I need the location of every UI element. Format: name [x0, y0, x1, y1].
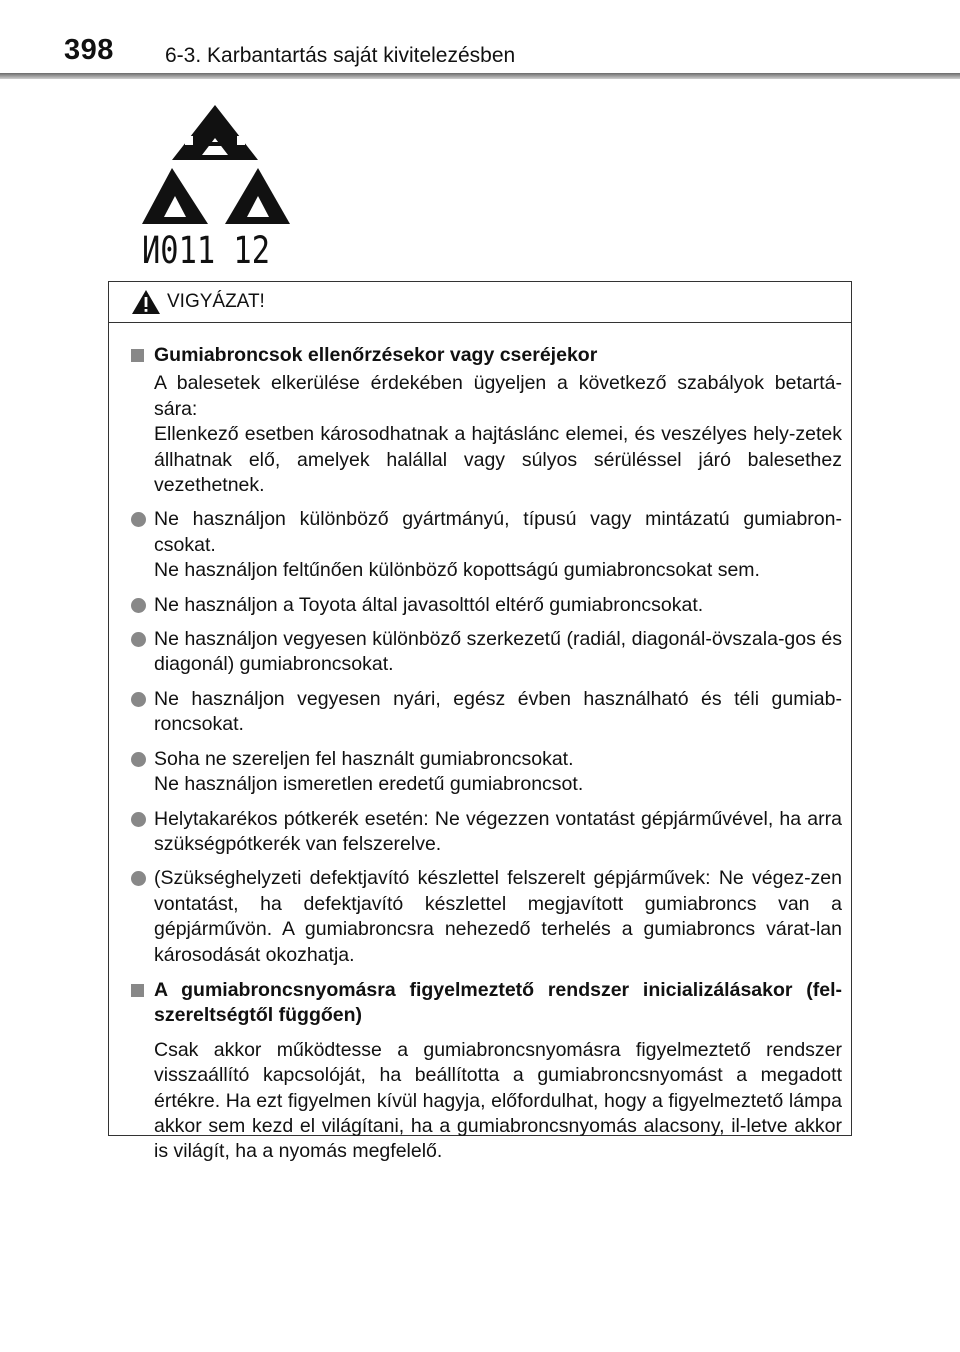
section-heading: Gumiabroncsok ellenőrzésekor vagy cseréjekor — [131, 343, 842, 368]
tire-marking-figure — [130, 100, 300, 270]
caution-header — [109, 282, 851, 323]
caution-title: VIGYÁZAT! — [167, 291, 265, 312]
paragraph: Ellenkező esetben károsodhatnak a hajtáslánc elemei, és veszélyes hely-zetek állhatnak elő, amelyek halállal vagy súlyos sérüléssel járó balesethez vezethetnek. — [154, 423, 842, 497]
round-bullet-icon — [131, 598, 146, 613]
square-bullet-icon — [131, 349, 144, 362]
tire-marking-text: И011 12 — [142, 229, 270, 270]
section-paragraphs — [131, 1038, 842, 1165]
list-item: Ne használjon a Toyota által javasolttól eltérő gumiabroncsokat. — [131, 593, 842, 618]
page-header — [0, 0, 960, 80]
round-bullet-icon — [131, 632, 146, 647]
round-bullet-icon — [131, 812, 146, 827]
section-paragraphs — [131, 371, 842, 498]
round-bullet-icon — [131, 692, 146, 707]
round-bullet-icon — [131, 871, 146, 886]
round-bullet-icon — [131, 752, 146, 767]
list-item: (Szükséghelyzeti defektjavító készlettel felszerelt gépjárművek: Ne végez-zen vontatást, ha defektjavító készlettel megjavított gumiabroncs van a gépjárművön. A gumiabroncsra nehezedő terhelés a gumiabroncs várat-lan károsodását okozhatja. — [131, 866, 842, 968]
list-item: Helytakarékos pótkerék esetén: Ne végezzen vontatást gépjárművével, ha arra szükségpótkerék van felszerelve. — [131, 807, 842, 858]
list-item: Ne használjon különböző gyártmányú, típusú vagy mintázatú gumiabron-csokat. Ne használjon feltűnően különböző kopottságú gumiabroncsokat sem. — [131, 507, 842, 583]
paragraph: Csak akkor működtesse a gumiabroncsnyomásra figyelmeztető rendszer visszaállító kapcsolóját, ha beállította a gumiabroncsnyomást a megadott értékre. Ha ezt figyelmen kívül hagyja, előfordulhat, hogy a figyelmeztető lámpa akkor sem kezd el világítani, ha a gumiabroncsnyomás alacsony, il-letve akkor is világít, ha a nyomás megfelelő. — [154, 1038, 842, 1163]
list-item: Ne használjon vegyesen nyári, egész évben használható és téli gumiab-roncsokat. — [131, 687, 842, 738]
page-number: 398 — [64, 34, 114, 66]
warning-triangle-icon — [131, 289, 161, 315]
bullet-list — [131, 507, 842, 968]
list-item: Soha ne szereljen fel használt gumiabroncsokat. Ne használjon ismeretlen eredetű gumiabroncsot. — [131, 747, 842, 798]
square-bullet-icon — [131, 984, 144, 997]
paragraph: A balesetek elkerülése érdekében ügyeljen a következő szabályok betartá-sára: — [154, 372, 842, 420]
section-title: 6-3. Karbantartás saját kivitelezésben — [165, 44, 516, 67]
header-rule — [0, 73, 960, 79]
round-bullet-icon — [131, 512, 146, 527]
section-heading: A gumiabroncsnyomásra figyelmeztető rendszer inicializálásakor (fel-szereltségtől függően) — [131, 978, 842, 1029]
tire-treadwear-triangles-icon — [130, 100, 300, 270]
caution-body — [109, 323, 851, 1165]
list-item: Ne használjon vegyesen különböző szerkezetű (radiál, diagonál-övszala-gos és diagonál) gumiabroncsokat. — [131, 627, 842, 678]
caution-box — [108, 281, 852, 1163]
